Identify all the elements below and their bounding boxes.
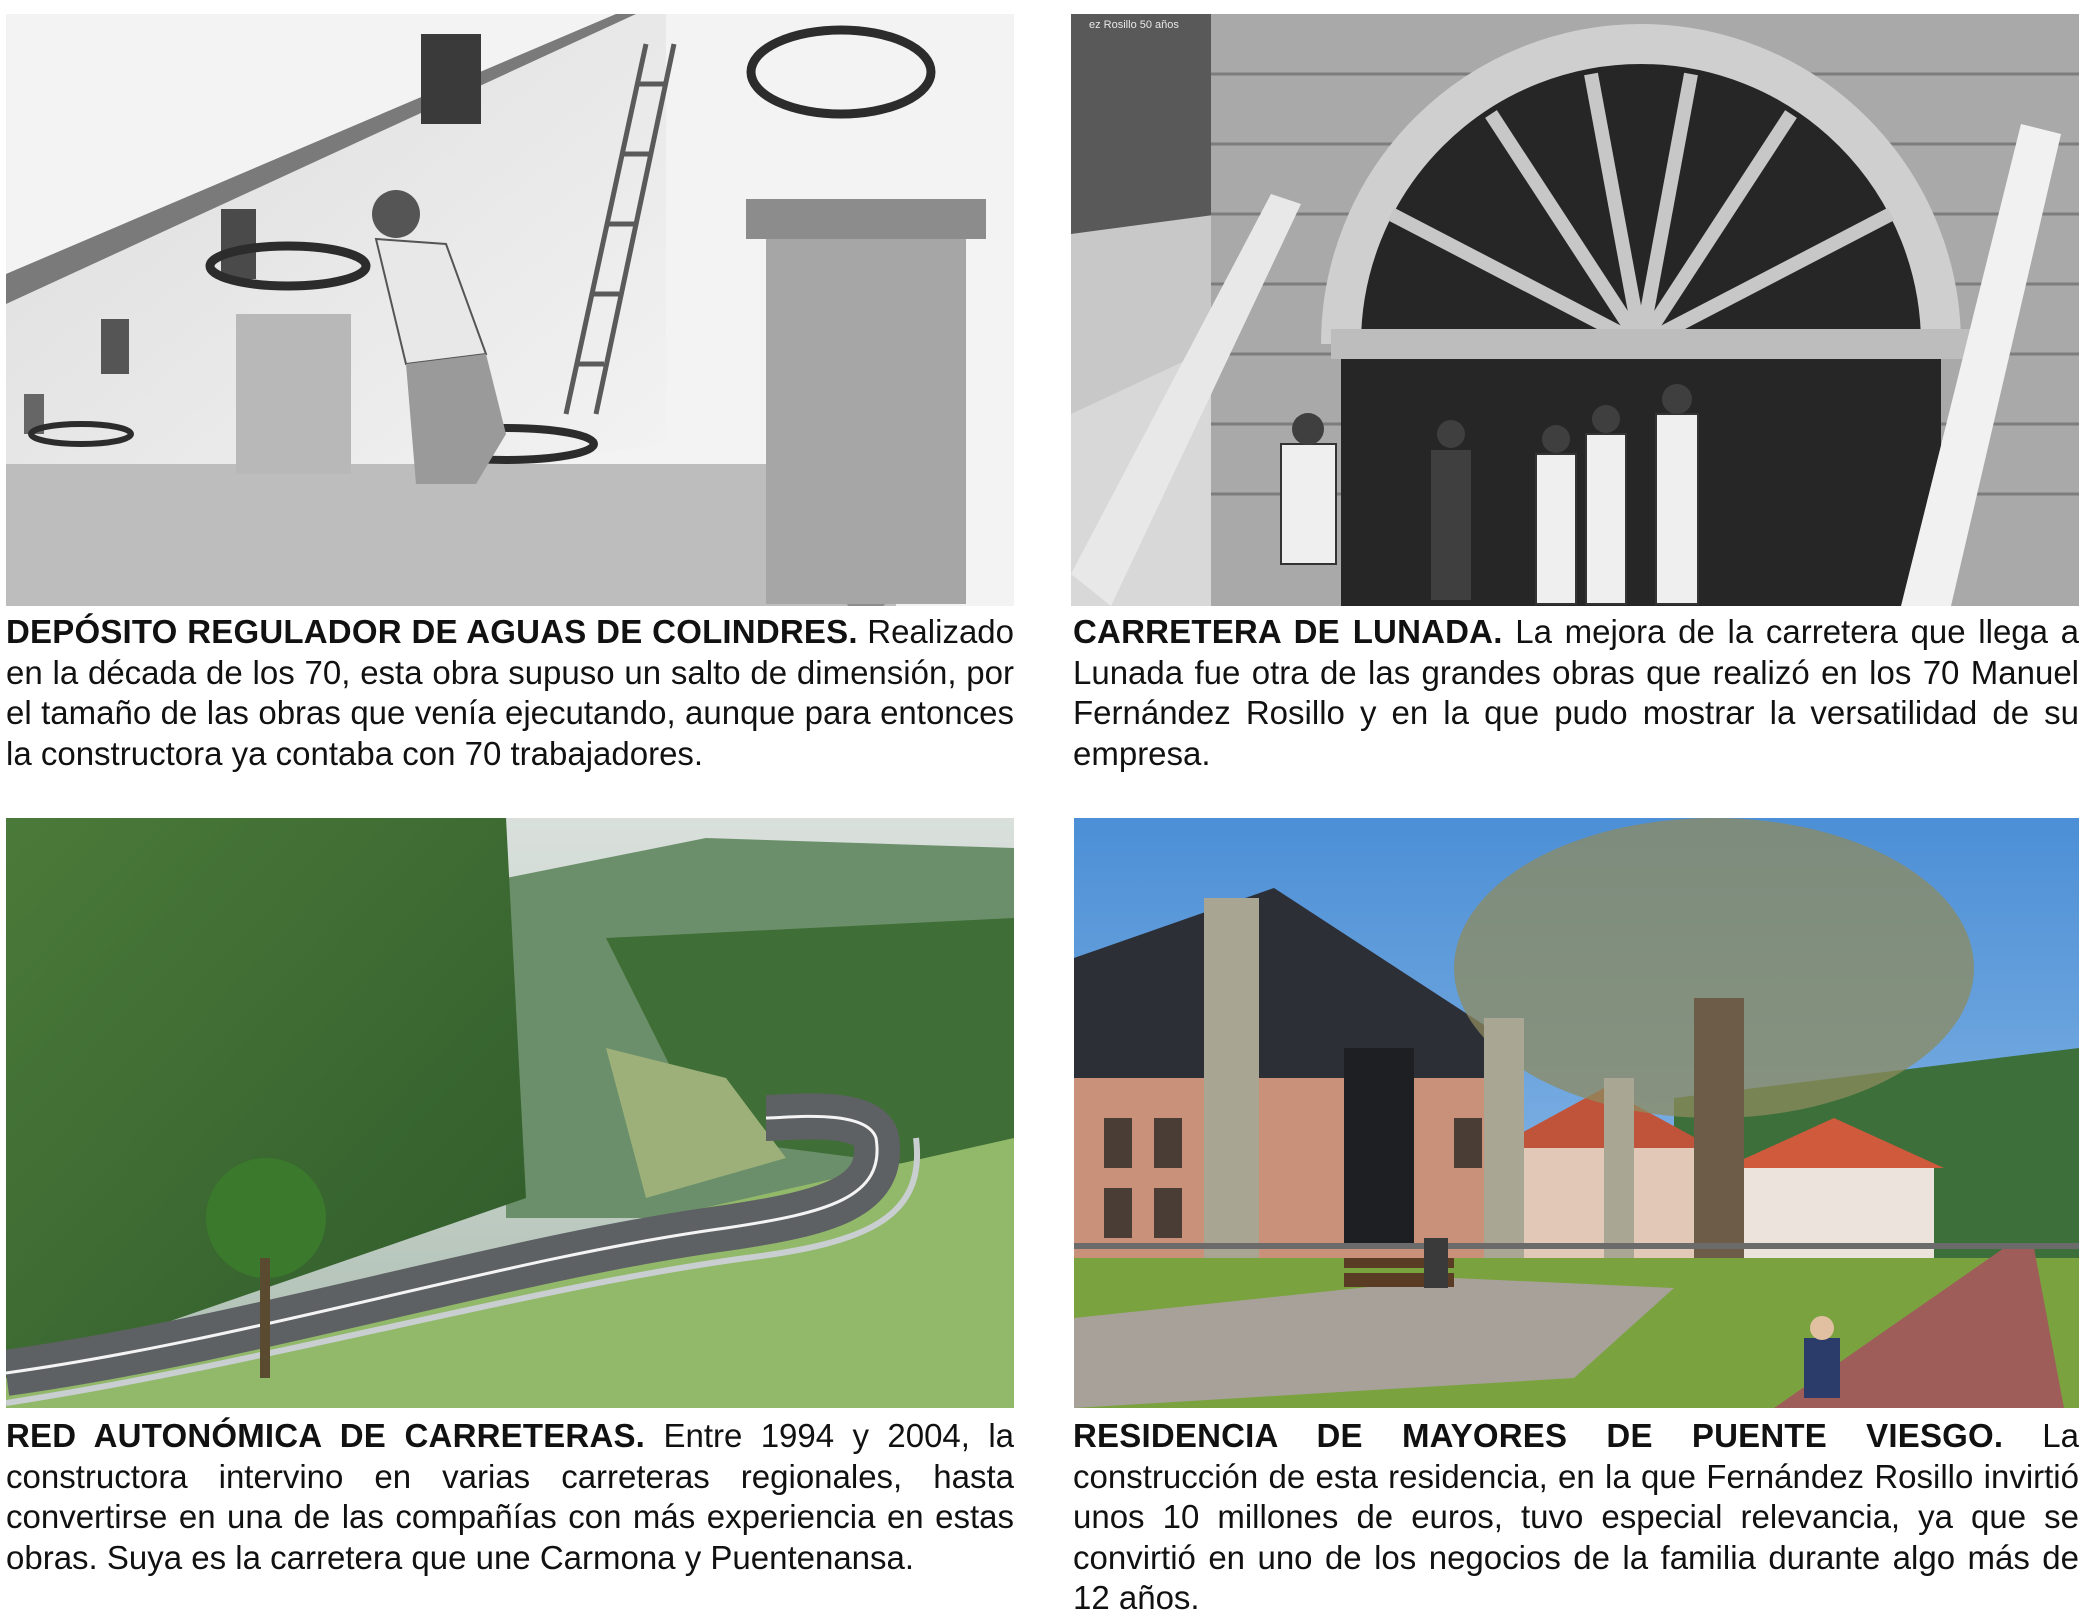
caption-title: CARRETERA DE LUNADA. <box>1073 613 1503 650</box>
caption-title: RED AUTONÓMICA DE CARRETERAS. <box>6 1417 646 1454</box>
caption-body: Entre 1994 y 2004, la constructora intervino en varias carreteras regionales, hasta convertirse en una de las compañías con más experiencia en estas obras. Suya es la carretera que une Carmona y Puentenansa. <box>6 1417 1015 1576</box>
photo-mountain-road <box>6 818 1014 1408</box>
caption-title: RESIDENCIA DE MAYORES DE PUENTE VIESGO. <box>1073 1417 2004 1454</box>
photo-credit: ez Rosillo 50 años <box>1089 19 1179 31</box>
caption-lunada <box>1073 612 2079 774</box>
caption-puente-viesgo <box>1073 1416 2079 1619</box>
caption-body: La construcción de esta residencia, en la que Fernández Rosillo invirtió unos 10 millones de euros, tuvo especial relevancia, ya que se convirtió en uno de los negocios de la familia durante algo más de 12 años. <box>1073 1417 2080 1616</box>
caption-body: La mejora de la carretera que llega a Lunada fue otra de las grandes obras que realizó en los 70 Manuel Fernández Rosillo y en la que pudo mostrar la versatilidad de su empresa. <box>1073 613 2080 772</box>
photo-residencia-mayores <box>1074 818 2079 1408</box>
caption-red-autonomica <box>6 1416 1014 1578</box>
photo-colindres-water-tank <box>6 14 1014 606</box>
caption-title: DEPÓSITO REGULADOR DE AGUAS DE COLINDRES. <box>6 613 858 650</box>
caption-body: Realizado en la década de los 70, esta obra supuso un salto de dimensión, por el tamaño de las obras que venía ejecutando, aunque para entonces la constructora ya contaba con 70 trabajadores. <box>6 613 1015 772</box>
caption-colindres <box>6 612 1014 774</box>
photo-lunada-tunnel-formwork <box>1071 14 2079 606</box>
